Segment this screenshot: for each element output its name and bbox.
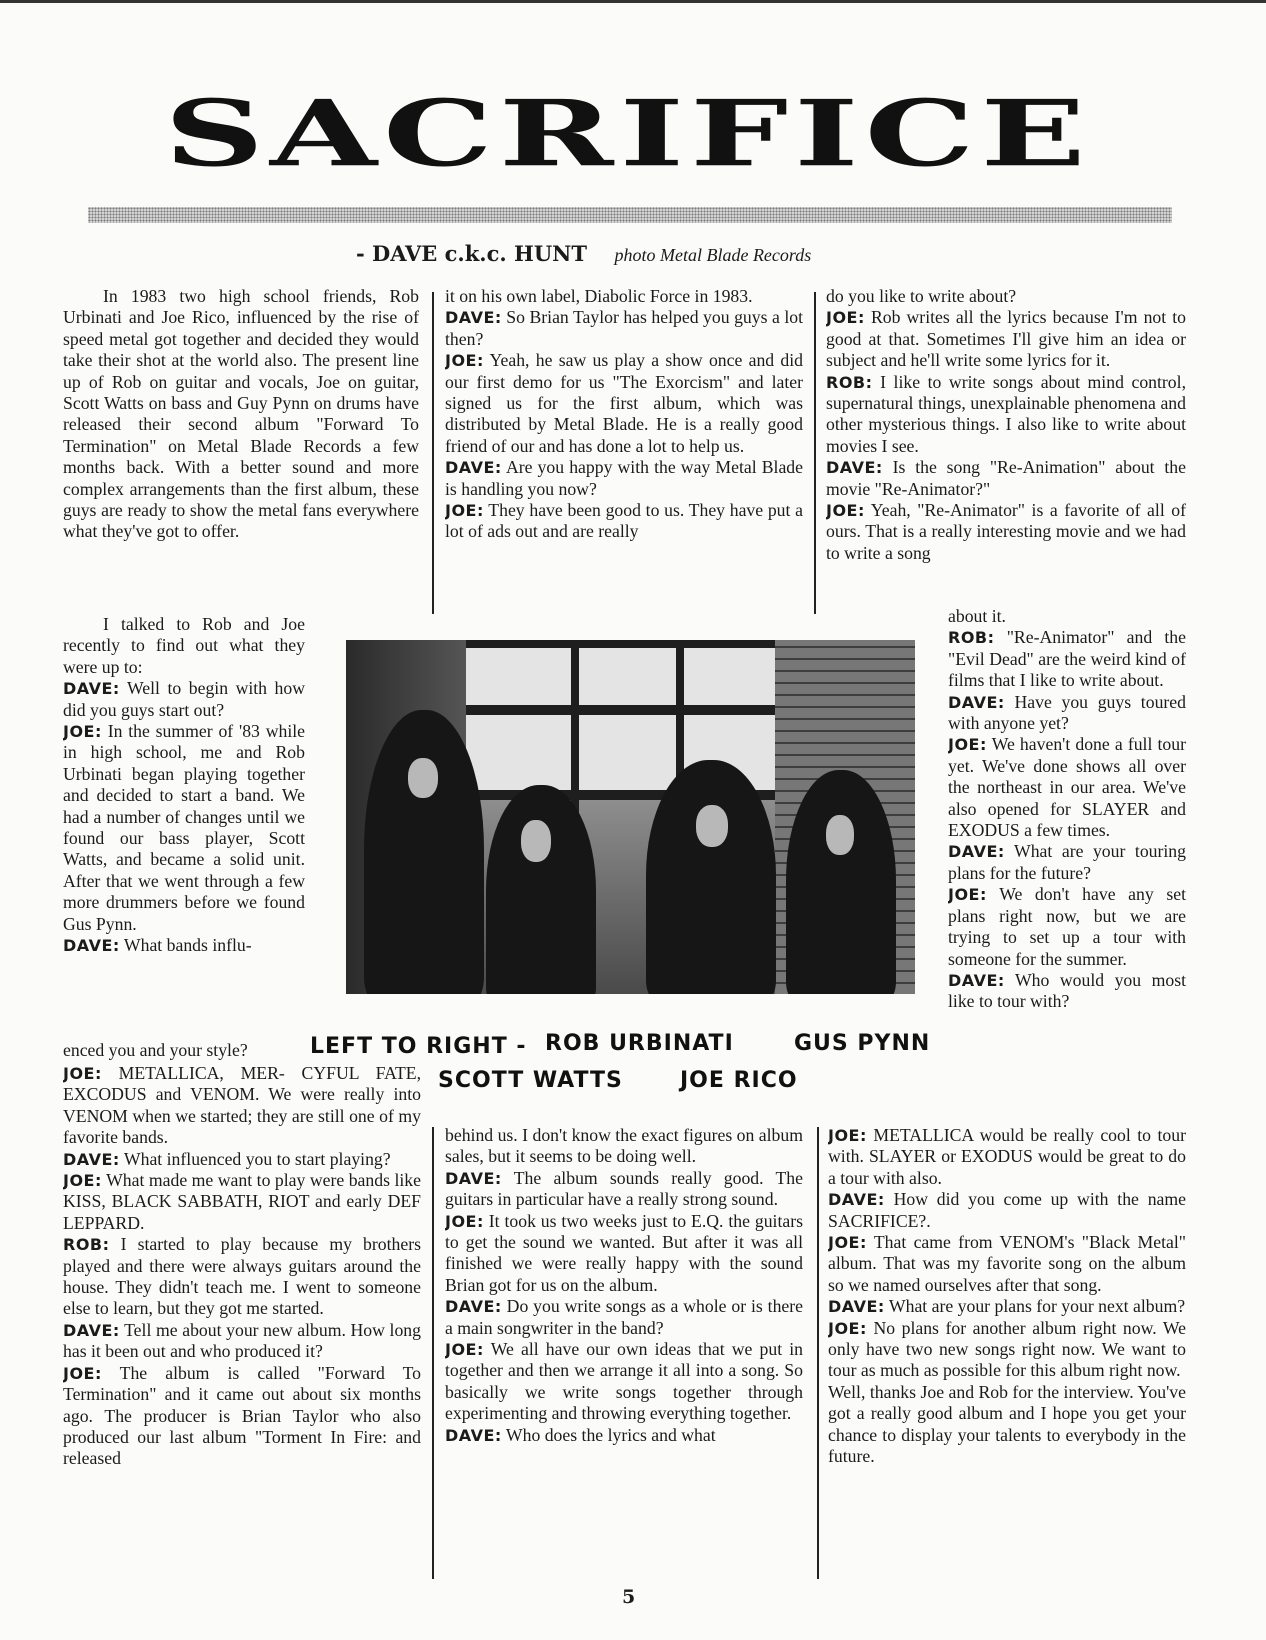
- paragraph: [445, 457, 803, 500]
- paragraph: [63, 935, 305, 956]
- speaker-label: JOE:: [445, 1340, 484, 1360]
- paragraph-text: In the summer of '83 while in high school, me and Rob Urbinati began playing together and decided to start a band. We had a number of changes until we found our bass player, Scott Watts, and became a solid unit. After that we went through a few more drummers before we found Gus Pynn.: [63, 721, 305, 934]
- speaker-label: JOE:: [445, 1211, 484, 1231]
- paragraph-text: It took us two weeks just to E.Q. the guitars to get the sound we wanted. But after it was all finished we were really happy with the sound Brian got for us on the album.: [445, 1210, 803, 1295]
- paragraph: [63, 1234, 421, 1320]
- paragraph-text: The album is called "Forward To Termination" and it came out about six months ago. The producer is Brian Taylor who also produced our last album "Torment In Fire: and released: [63, 1362, 421, 1469]
- speaker-label: ROB:: [63, 1235, 110, 1255]
- paragraph-text: What influenced you to start playing?: [123, 1148, 391, 1169]
- paragraph-text: "Re-Animator" and the "Evil Dead" are the weird kind of films that I like to write about.: [948, 627, 1186, 691]
- speaker-label: JOE:: [445, 501, 484, 521]
- paragraph: [63, 1149, 421, 1170]
- paragraph: [826, 500, 1186, 564]
- paragraph: [445, 350, 803, 457]
- paragraph: [828, 1382, 1186, 1468]
- paragraph-text: So Brian Taylor has helped you guys a lot then?: [445, 307, 803, 349]
- paragraph: [63, 1363, 421, 1470]
- paragraph-text: about it.: [948, 606, 1006, 626]
- column-1-top: [63, 286, 419, 614]
- speaker-label: JOE:: [63, 1064, 102, 1083]
- speaker-label: JOE:: [63, 722, 102, 742]
- column-2-top: [445, 286, 803, 614]
- paragraph-text: In 1983 two high school friends, Rob Urbinati and Joe Rico, influenced by the rise of speed metal got together and decided they would take their shot at the world also. The present line up of Rob on guitar and vocals, Joe on guitar, Scott Watts on bass and Guy Pynn on drums have released their second album "Forward To Termination" on Metal Blade Records a few months back. With a better sound and more complex arrangements than the first album, these guys are ready to show the metal fans everywhere what they've got to offer.: [63, 286, 419, 542]
- column-3-top: [826, 286, 1186, 614]
- column-3-bottom: [828, 1125, 1186, 1585]
- column-1-influ-line: [63, 1040, 313, 1064]
- caption-name: SCOTT WATTS: [438, 1068, 623, 1093]
- column-3-mid: [948, 606, 1186, 1126]
- paragraph-text: Yeah, "Re-Animator" is a favorite of all of ours. That is a really interesting movie and we had to write a song: [826, 500, 1186, 563]
- paragraph-text: behind us. I don't know the exact figures on album sales, but it seems to be doing well.: [445, 1125, 803, 1167]
- paragraph-text: That came from VENOM's "Black Metal" album. That was my favorite song on the album so we named ourselves after that song.: [828, 1232, 1186, 1295]
- paragraph: [63, 614, 305, 678]
- speaker-label: JOE:: [828, 1318, 867, 1338]
- paragraph: [948, 692, 1186, 735]
- paragraph-text: Have you guys toured with anyone yet?: [948, 691, 1186, 734]
- paragraph-text: The album sounds really good. The guitars in particular have a really strong sound.: [445, 1167, 803, 1210]
- caption-left-to-right: LEFT TO RIGHT -: [310, 1034, 527, 1059]
- paragraph: [826, 286, 1186, 307]
- paragraph: [948, 841, 1186, 884]
- column-divider: [432, 1127, 434, 1579]
- speaker-label: JOE:: [828, 1126, 867, 1145]
- title-rule: [88, 207, 1172, 223]
- paragraph-text: Well, thanks Joe and Rob for the interview. You've got a really good album and I hope you get your chance to display your talents to everybody in the future.: [828, 1381, 1186, 1467]
- speaker-label: DAVE:: [63, 679, 120, 699]
- paragraph: [445, 1339, 803, 1425]
- page-number: 5: [622, 1586, 636, 1608]
- paragraph-text: I like to write songs about mind control, supernatural things, unexplainable phenomena and other mysterious things. I also like to write about movies I see.: [826, 371, 1186, 456]
- paragraph: [948, 970, 1186, 1013]
- column-1-mid: [63, 614, 305, 1051]
- paragraph-text: They have been good to us. They have put a lot of ads out and are really: [445, 500, 803, 542]
- speaker-label: DAVE:: [828, 1297, 885, 1317]
- column-1-bottom: [63, 1063, 421, 1583]
- paragraph: [63, 1170, 421, 1234]
- paragraph-text: We haven't done a full tour yet. We've done shows all over the northeast in our area. We've also opened for SLAYER and EXODUS a few times.: [948, 734, 1186, 841]
- paragraph: [948, 606, 1186, 627]
- caption-name: JOE RICO: [680, 1068, 798, 1093]
- paragraph: [445, 1296, 803, 1339]
- paragraph-text: Are you happy with the way Metal Blade is handling you now?: [445, 457, 803, 499]
- speaker-label: JOE:: [63, 1363, 102, 1383]
- paragraph-text: What made me want to play were bands like KISS, BLACK SABBATH, RIOT and early DEF LEPPARD.: [63, 1170, 421, 1233]
- paragraph-text: We all have our own ideas that we put in together and then we arrange it all into a song. So basically we write songs together through experimenting and throwing everything together.: [445, 1339, 803, 1424]
- speaker-label: JOE:: [948, 885, 987, 905]
- speaker-label: JOE:: [826, 308, 865, 328]
- speaker-label: DAVE:: [948, 970, 1005, 990]
- paragraph-text: METALLICA would be really cool to tour with. SLAYER or EXODUS would be great to do a tour with also.: [828, 1125, 1186, 1188]
- speaker-label: JOE:: [948, 735, 987, 755]
- paragraph-text: it on his own label, Diabolic Force in 1983.: [445, 286, 753, 306]
- speaker-label: DAVE:: [63, 1320, 120, 1340]
- paragraph: [63, 678, 305, 721]
- byline-author: - DAVE c.k.c. HUNT: [356, 241, 587, 266]
- paragraph-text: What bands influ-: [123, 935, 252, 956]
- paragraph-text: METALLICA, MER- CYFUL FATE, EXCODUS and VENOM. We were really into VENOM when we started; they are still one of my favorite bands.: [63, 1063, 421, 1148]
- speaker-label: ROB:: [826, 372, 873, 392]
- paragraph: [828, 1232, 1186, 1296]
- page-title: SACRIFICE: [164, 79, 1092, 187]
- speaker-label: JOE:: [445, 351, 484, 371]
- paragraph: [63, 721, 305, 935]
- byline: [356, 241, 811, 267]
- caption-name: ROB URBINATI: [545, 1031, 734, 1056]
- speaker-label: JOE:: [63, 1171, 102, 1191]
- caption-name: GUS PYNN: [794, 1031, 931, 1056]
- speaker-label: DAVE:: [828, 1190, 885, 1210]
- paragraph-text: I started to play because my brothers played and there were always guitars around the house. They didn't teach me. I went to someone else to learn, but they got me started.: [63, 1234, 421, 1319]
- photo-credit: photo Metal Blade Records: [614, 245, 812, 265]
- paragraph: [948, 627, 1186, 691]
- band-photo: [346, 640, 915, 994]
- paragraph: [445, 286, 803, 307]
- speaker-label: ROB:: [948, 628, 995, 648]
- paragraph: [948, 884, 1186, 970]
- speaker-label: JOE:: [826, 501, 865, 521]
- paragraph-text: Rob writes all the lyrics because I'm not to good at that. Sometimes I'll give him an idea or subject and he'll write some lyrics for it.: [826, 307, 1186, 371]
- speaker-label: DAVE:: [445, 1168, 502, 1188]
- paragraph: [63, 286, 419, 543]
- paragraph: [828, 1125, 1186, 1189]
- paragraph: [445, 500, 803, 543]
- speaker-label: DAVE:: [445, 308, 502, 328]
- column-divider: [432, 292, 434, 614]
- top-border: [0, 0, 1266, 3]
- speaker-label: DAVE:: [63, 1149, 120, 1169]
- speaker-label: DAVE:: [445, 1425, 502, 1445]
- speaker-label: DAVE:: [445, 458, 502, 478]
- paragraph-text: Do you write songs as a whole or is there a main songwriter in the band?: [445, 1296, 803, 1338]
- paragraph-text: How did you come up with the name SACRIFICE?.: [828, 1189, 1186, 1231]
- paragraph-text: do you like to write about?: [826, 286, 1017, 306]
- paragraph: [445, 1211, 803, 1297]
- paragraph: [828, 1296, 1186, 1317]
- paragraph: [828, 1318, 1186, 1382]
- speaker-label: DAVE:: [63, 936, 120, 956]
- paragraph: [828, 1189, 1186, 1232]
- paragraph: [445, 307, 803, 350]
- paragraph-text: What are your touring plans for the future?: [948, 841, 1186, 883]
- speaker-label: JOE:: [828, 1233, 867, 1253]
- paragraph-text: Is the song "Re-Animation" about the movie "Re-Animator?": [826, 457, 1186, 499]
- paragraph-text: Well to begin with how did you guys start out?: [63, 678, 305, 720]
- paragraph-text: No plans for another album right now. We only have two new songs right now. We want to tour as much as possible for this album right now.: [828, 1317, 1186, 1381]
- paragraph: [826, 457, 1186, 500]
- speaker-label: DAVE:: [948, 842, 1005, 862]
- paragraph-text: Tell me about your new album. How long has it been out and who produced it?: [63, 1319, 421, 1362]
- paragraph: [826, 307, 1186, 371]
- paragraph: [445, 1125, 803, 1168]
- paragraph: [63, 1320, 421, 1363]
- paragraph-text: Who does the lyrics and what: [505, 1424, 716, 1445]
- paragraph: [445, 1425, 803, 1446]
- paragraph-text: What are your plans for your next album?: [888, 1296, 1186, 1317]
- paragraph: [826, 372, 1186, 458]
- speaker-label: DAVE:: [948, 692, 1005, 712]
- column-divider: [814, 292, 816, 614]
- speaker-label: DAVE:: [445, 1297, 502, 1317]
- column-divider: [817, 1127, 819, 1579]
- speaker-label: DAVE:: [826, 458, 883, 478]
- column-2-bottom: [445, 1125, 803, 1585]
- paragraph: [948, 734, 1186, 841]
- paragraph: [63, 1063, 421, 1149]
- paragraph-text: Who would you most like to tour with?: [948, 969, 1186, 1012]
- paragraph: [445, 1168, 803, 1211]
- paragraph-text: I talked to Rob and Joe recently to find out what they were up to:: [63, 614, 305, 677]
- paragraph-text: Yeah, he saw us play a show once and did our first demo for us "The Exorcism" and later signed us for the first album, which was distributed by Metal Blade. He is a really good friend of our and has done a lot to help us.: [445, 350, 803, 456]
- paragraph: enced you and your style?: [63, 1040, 248, 1060]
- paragraph-text: We don't have any set plans right now, but we are trying to set up a tour with someone for the summer.: [948, 884, 1186, 969]
